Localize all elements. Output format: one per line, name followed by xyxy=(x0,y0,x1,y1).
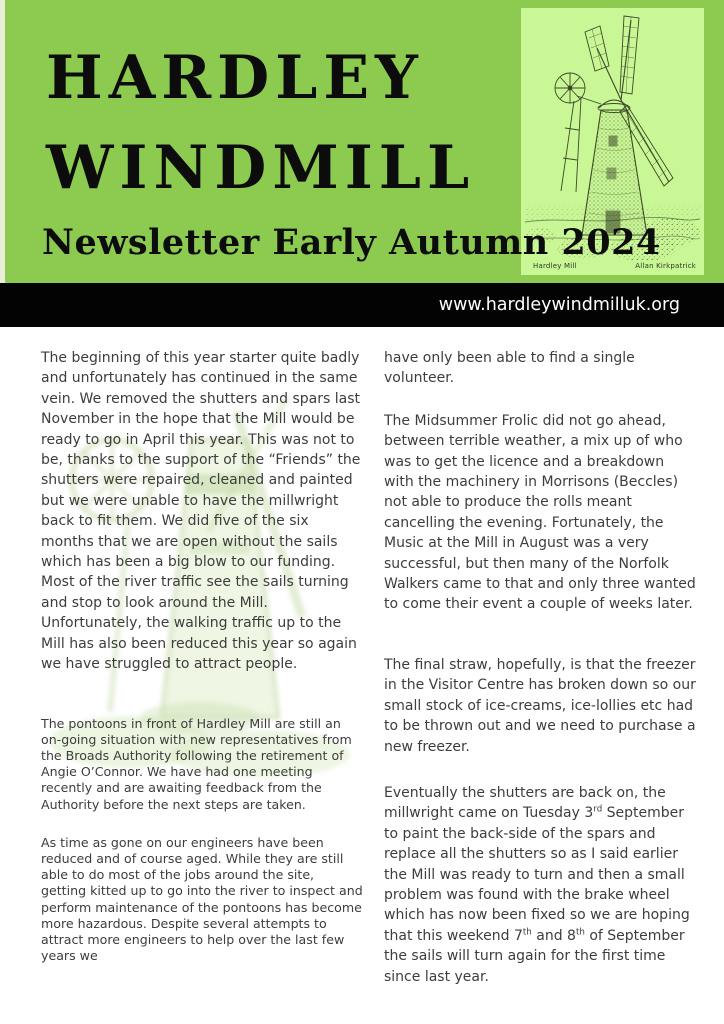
paragraph: The beginning of this year starter quite badly and unfortunately has continued in the same vein. We removed the shutters and spars last November in the hope that the Mill would be ready to go in April this year. This was not to be, thanks to the support of the “Friends” the shutters were repaired, cleaned and painted but we were unable to have the millwright back to fit them. We did five of the six months that we are open without the sails which has been a big blow to our funding. Most of the river traffic see the sails turning and stop to look around the Mill. Unfortunately, the walking traffic up to the Mill has also been reduced this year so again we have struggled to attract people. xyxy=(41,350,361,673)
paragraph-text: of September the sails will turn again for the first time since last year. xyxy=(384,927,685,985)
masthead xyxy=(0,0,724,283)
paragraph: have only been able to find a single volunteer. xyxy=(384,350,635,387)
url-bar xyxy=(0,283,724,327)
illustration-caption-artist: Allan Kirkpatrick xyxy=(635,262,696,270)
right-column xyxy=(384,348,698,987)
illustration-caption-mill-name: Hardley Mill xyxy=(533,262,577,270)
website-url: www.hardleywindmilluk.org xyxy=(438,295,680,315)
page-title-line1: HARDLEY xyxy=(46,43,424,113)
paragraph: The Midsummer Frolic did not go ahead, between terrible weather, a mix up of who was to get the licence and a breakdown with the machinery in Morrisons (Beccles) not able to produce the rolls meant cancelling the evening. Fortunately, the Music at the Mill in August was a very successful, but then many of the Norfolk Walkers came to that and only three wanted to come their event a couple of weeks later. xyxy=(384,412,696,613)
paragraph-text: and 8 xyxy=(531,927,576,944)
paragraph-text: Eventually the shutters are back on, the millwright came on Tuesday 3 xyxy=(384,784,666,822)
page-edge-strip xyxy=(0,0,5,283)
paragraph xyxy=(384,783,698,987)
paragraph: The pontoons in front of Hardley Mill are still an on-going situation with new representatives from the Broads Authority following the retirement of Angie O’Connor. We have had one meeting recently and are awaiting feedback from the Authority before the next steps are taken. xyxy=(41,715,352,812)
left-column xyxy=(41,348,363,964)
paragraph-text: September to paint the back-side of the spars and replace all the shutters so as I said earlier the Mill was ready to turn and then a small problem was found with the brake wheel which has now been fixed so we are hoping that this weekend 7 xyxy=(384,805,690,944)
ordinal-superscript: rd xyxy=(593,804,603,815)
article-body xyxy=(0,327,724,1024)
page-title-line2: WINDMILL xyxy=(46,133,476,203)
newsletter-subtitle: Newsletter Early Autumn 2024 xyxy=(42,222,661,263)
ordinal-superscript: th xyxy=(575,927,585,938)
paragraph: As time as gone on our engineers have been reduced and of course aged. While they are still able to do most of the jobs around the site, getting kitted up to go into the river to inspect and perform maintenance of the pontoons has become more hazardous. Despite several attempts to attract more engineers to help over the last few years we xyxy=(41,834,363,964)
paragraph: The final straw, hopefully, is that the freezer in the Visitor Centre has broken down so our small stock of ice-creams, ice-lollies etc had to be thrown out and we need to purchase a new freezer. xyxy=(384,656,696,755)
ordinal-superscript: th xyxy=(522,927,532,938)
